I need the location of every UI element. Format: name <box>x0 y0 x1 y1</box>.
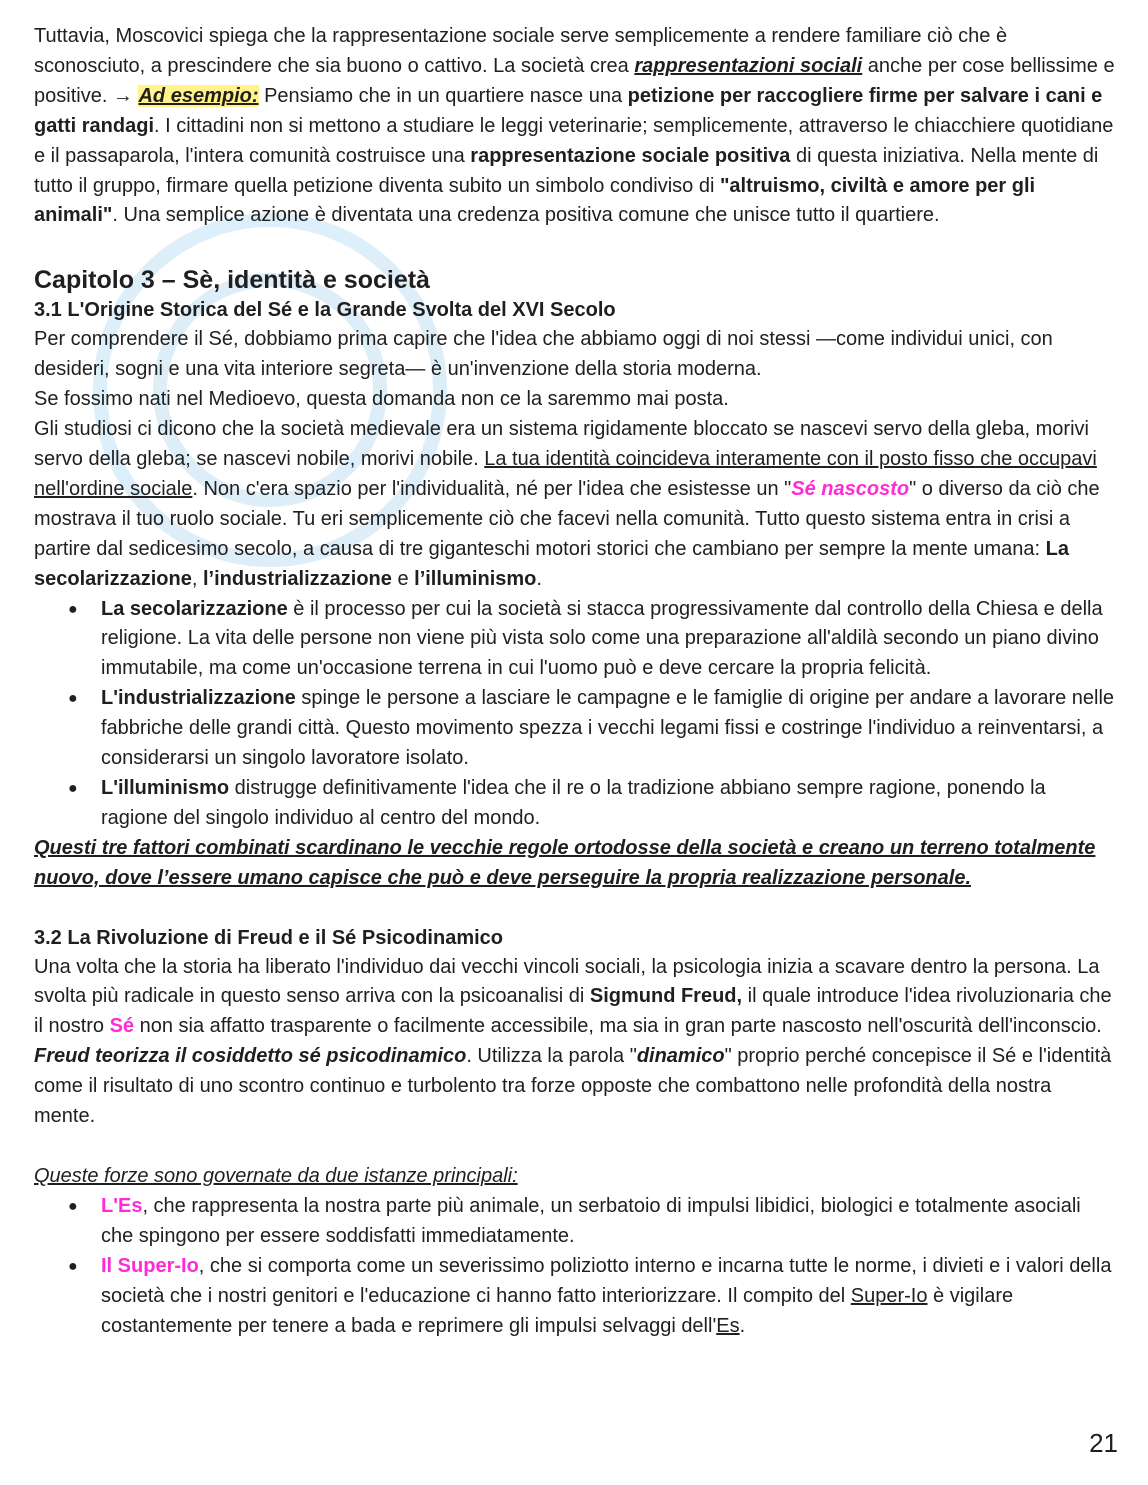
list-item: ● La secolarizzazione è il processo per cui la società si stacca progressivamente dal controllo della Chiesa e della religione. La vita delle persone non viene più vista solo come una preparazione all'aldilà secondo un piano divino immutabile, ma come un'occasione terrena in cui l'uomo può e deve cercare la propria felicità. <box>34 595 1116 685</box>
bullet-icon: ● <box>68 690 78 708</box>
bullet-icon: ● <box>68 1257 78 1275</box>
section-3-2-title: 3.2 La Rivoluzione di Freud e il Sé Psicodinamico <box>34 926 504 949</box>
list-item: ● L'industrializzazione spinge le persone a lasciare le campagne e le famiglie di origine per andare a lavorare nelle fabbriche delle grandi città. Questo movimento spezza i vecchi legami fissi e costringe l'individuo a reinventarsi, a considerarsi un singolo lavoratore isolato. <box>34 684 1116 774</box>
bullet-icon: ● <box>68 1197 78 1215</box>
bullet-icon: ● <box>68 600 78 618</box>
list-item: ● Il Super-Io, che si comporta come un severissimo poliziotto interno e incarna tutte le norme, i divieti e i valori della società che i nostri genitori e l'educazione ci hanno fatto interiorizzare. Il compito del Super-Io è vigilare costantemente per tenere a bada e reprimere gli impulsi selvaggi dell'Es. <box>34 1252 1116 1342</box>
section-3-1-title: 3.1 L'Origine Storica del Sé e la Grande Svolta del XVI Secolo <box>34 299 616 322</box>
s31-paragraph-3: Gli studiosi ci dicono che la società medievale era un sistema rigidamente bloccato se nascevi servo della gleba, morivi servo della gleba; se nascevi nobile, morivi nobile. La tua identità coincideva interamente con il posto fisso che occupavi nell'ordine sociale. Non c'era spazio per l'individualità, né per l'idea che esistesse un "Sé nascosto" o diverso da ciò che mostrava il tuo ruolo sociale. Tu eri semplicemente ciò che facevi nella comunità. Tutto questo sistema entra in crisi a partire dal sedicesimo secolo, a causa di tre giganteschi motori storici che cambiano per sempre la mente umana: La secolarizzazione, l’industrializzazione e l’illuminismo. <box>34 418 1100 590</box>
s31-bullet-list <box>34 595 1116 834</box>
s31-line-1: Per comprendere il Sé, dobbiamo prima capire che l'idea che abbiamo oggi di noi stessi —come individui unici, con desideri, sogni e una vita interiore segreta— è un'invenzione della storia moderna. <box>34 328 1053 381</box>
page-number: 21 <box>1089 1428 1118 1458</box>
s31-conclusion: Questi tre fattori combinati scardinano le vecchie regole ortodosse della società e creano un terreno totalmente nuovo, dove l’essere umano capisce che può e deve perseguire la propria realizzazione personale. <box>34 836 1096 889</box>
bullet-icon: ● <box>68 779 78 797</box>
s32-paragraph: Una volta che la storia ha liberato l'individuo dai vecchi vincoli sociali, la psicologia inizia a scavare dentro la persona. La svolta più radicale in questo senso arriva con la psicoanalisi di Sigmund Freud, il quale introduce l'idea rivoluzionaria che il nostro Sé non sia affatto trasparente o facilmente accessibile, ma sia in gran parte nascosto nell'oscurità dell'inconscio. Freud teorizza il cosiddetto sé psicodinamico. Utilizza la parola "dinamico" proprio perché concepisce il Sé e l'identità come il risultato di uno scontro continuo e turbolento tra forze opposte che combattono nelle profondità della nostra mente. <box>34 955 1112 1128</box>
intro-paragraph: Tuttavia, Moscovici spiega che la rappresentazione sociale serve semplicemente a rendere familiare ciò che è sconosciuto, a prescindere che sia buono o cattivo. La società crea rappresentazioni sociali anche per cose bellissime e positive. → Ad esempio: Pensiamo che in un quartiere nasce una petizione per raccogliere firme per salvare i cani e gatti randagi. I cittadini non si mettono a studiare le leggi veterinarie; semplicemente, attraverso le chiacchiere quotidiane e il passaparola, l'intera comunità costruisce una rappresentazione sociale positiva di questa iniziativa. Nella mente di tutto il gruppo, firmare quella petizione diventa subito un simbolo condiviso di "altruismo, civiltà e amore per gli animali". Una semplice azione è diventata una credenza positiva comune che unisce tutto il quartiere. <box>34 25 1115 227</box>
list-item: ● L'Es, che rappresenta la nostra parte più animale, un serbatoio di impulsi libidici, biologici e totalmente asociali che spingono per essere soddisfatti immediatamente. <box>34 1192 1116 1252</box>
s32-bullet-list <box>34 1192 1116 1342</box>
forces-intro: Queste forze sono governate da due istanze principali: <box>34 1165 518 1187</box>
document-page <box>34 22 1116 1341</box>
s31-line-2: Se fossimo nati nel Medioevo, questa domanda non ce la saremmo mai posta. <box>34 388 729 411</box>
list-item: ● L'illuminismo distrugge definitivamente l'idea che il re o la tradizione abbiano sempre ragione, ponendo la ragione del singolo individuo al centro del mondo. <box>34 774 1116 834</box>
chapter-title: Capitolo 3 – Sè, identità e società <box>34 266 430 295</box>
